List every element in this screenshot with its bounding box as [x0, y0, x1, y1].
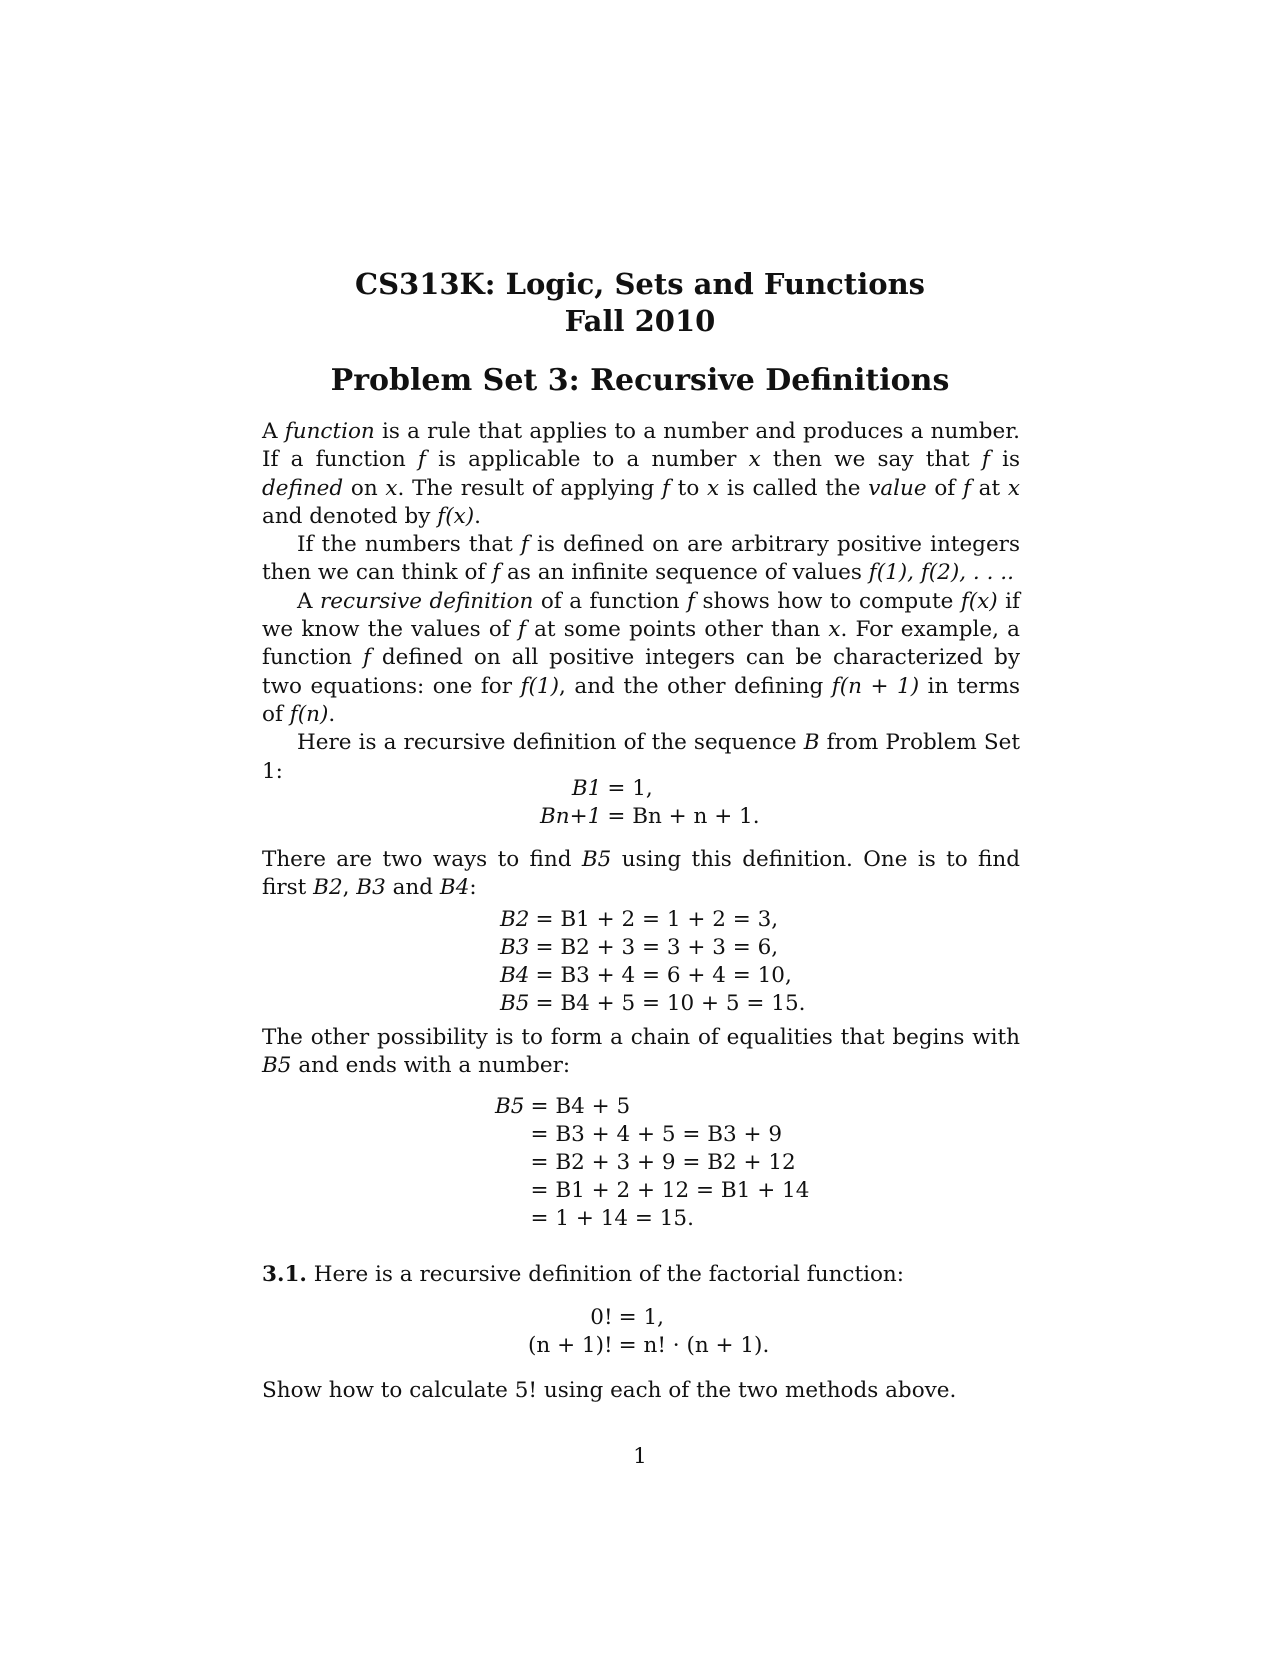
problem-3-1-task: Show how to calculate 5! using each of the two methods above. — [262, 1378, 957, 1403]
method1-row3-lhs: B4 — [500, 963, 530, 988]
factorial-row2-rhs: = n! · (n + 1). — [618, 1333, 770, 1358]
factorial-row1-lhs: 0! — [590, 1305, 613, 1330]
other-possibility-section — [262, 1024, 1020, 1081]
method2-row5: = 1 + 14 = 15. — [530, 1206, 694, 1231]
problem-3-1-section — [262, 1261, 1020, 1289]
intro-paragraph-4: Here is a recursive definition of the sequence B from Problem Set 1: — [262, 730, 1020, 784]
intro-paragraph-3: A recursive definition of a function f shows how to compute f(x) if we know the values of f at some points other than x. For example, a function f defined on all positive integers can be characterized by two equations: one for f(1), and the other defining f(n + 1) in terms of f(n). — [262, 588, 1021, 727]
method2-lhs: B5 — [495, 1094, 525, 1119]
factorial-row1-rhs: = 1, — [618, 1305, 664, 1330]
intro-paragraph-2: If the numbers that f is defined on are arbitrary positive integers then we can think of f as an infinite sequence of values f(1), f(2), . . .. — [262, 532, 1020, 586]
intro-section — [262, 418, 1020, 786]
page-number: 1 — [633, 1444, 647, 1469]
problem-3-1-statement: 3.1. Here is a recursive definition of the factorial function: — [262, 1262, 905, 1287]
method1-row4-lhs: B5 — [500, 991, 530, 1016]
method1-row4-rhs: = B4 + 5 = 10 + 5 = 15. — [535, 991, 806, 1016]
two-ways-section — [262, 846, 1020, 903]
method1-row3-rhs: = B3 + 4 = 6 + 4 = 10, — [535, 963, 792, 988]
intro-paragraph-1: A function is a rule that applies to a number and produces a number. If a function f is applicable to a number x then we say that f is defined on x. The result of applying f to x is called the value of f at x and denoted by f(x). — [262, 419, 1020, 529]
term-title: Fall 2010 — [564, 304, 716, 338]
method1-row2-lhs: B3 — [500, 935, 530, 960]
other-possibility-paragraph: The other possibility is to form a chain of equalities that begins with B5 and ends with a number: — [262, 1025, 1020, 1079]
method-2-equations — [495, 1093, 809, 1233]
method2-row4: = B1 + 2 + 12 = B1 + 14 — [530, 1178, 810, 1203]
course-title: CS313K: Logic, Sets and Functions — [355, 267, 925, 301]
def-b-row2-lhs: Bn+1 — [540, 804, 602, 829]
def-b-row1-rhs: = 1, — [607, 776, 653, 801]
method-1-equations — [500, 906, 805, 1018]
method1-row1-lhs: B2 — [500, 907, 530, 932]
two-ways-paragraph: There are two ways to find B5 using this definition. One is to find first B2, B3 and B4: — [262, 847, 1020, 901]
method1-row2-rhs: = B2 + 3 = 3 + 3 = 6, — [535, 935, 779, 960]
method1-row1-rhs: = B1 + 2 = 1 + 2 = 3, — [535, 907, 779, 932]
definition-b-equations — [540, 775, 760, 831]
def-b-row2-rhs: = Bn + n + 1. — [607, 804, 760, 829]
problem-number: 3.1. — [262, 1262, 307, 1287]
method2-row1: = B4 + 5 — [530, 1094, 631, 1119]
problem-3-1-task-section — [262, 1377, 1020, 1405]
def-b-row1-lhs: B1 — [571, 776, 602, 801]
factorial-row2-lhs: (n + 1)! — [528, 1333, 613, 1358]
factorial-definition-equations — [528, 1304, 769, 1360]
problem-set-title: Problem Set 3: Recursive Definitions — [330, 363, 950, 398]
method2-row2: = B3 + 4 + 5 = B3 + 9 — [530, 1122, 783, 1147]
method2-row3: = B2 + 3 + 9 = B2 + 12 — [530, 1150, 796, 1175]
